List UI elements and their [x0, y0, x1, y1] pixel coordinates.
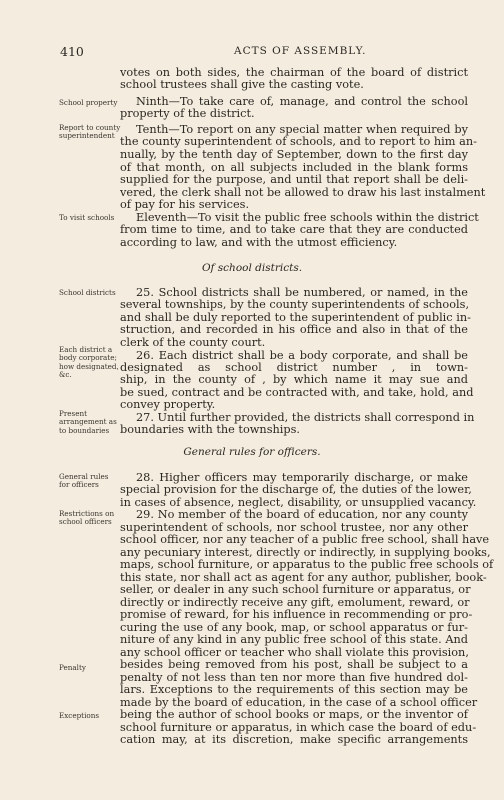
running-header	[0, 44, 504, 58]
text-line: Tenth—To report on any special matter when required by	[136, 123, 468, 136]
text-line: the county superintendent of schools, and to report to him an-	[120, 135, 477, 148]
text-line: boundaries with the townships.	[120, 423, 301, 436]
margin-note-restrictions: Restrictions on school officers	[59, 509, 115, 527]
text-line: being the author of school books or maps, or the inventor of	[120, 708, 468, 721]
text-line: seller, or dealer in any such school furniture or apparatus, or	[120, 583, 471, 596]
text-line: besides being removed from his post, shall be subject to a	[120, 658, 468, 671]
text-line: 29. No member of the board of education, nor any county	[136, 508, 468, 521]
margin-note-districts: School districts	[59, 288, 116, 297]
text-line: in cases of absence, neglect, disability, or unsupplied vacancy.	[120, 496, 477, 509]
text-line: nually, by the tenth day of September, down to the first day	[120, 148, 468, 161]
text-line: struction, and recorded in his office and also in that of the	[120, 323, 468, 336]
text-line: ship, in the county of , by which name it may sue and	[120, 373, 468, 386]
text-line: promise of reward, for his influence in recommending or pro-	[120, 608, 473, 621]
text-line: clerk of the county court.	[120, 336, 266, 349]
text-line: any pecuniary interest, directly or indirectly, in supplying books,	[120, 546, 491, 559]
running-title: ACTS OF ASSEMBLY.	[234, 45, 367, 57]
text-line: superintendent of schools, nor school trustee, nor any other	[120, 521, 468, 534]
text-line: property of the district.	[120, 107, 255, 120]
text-line: and shall be duly reported to the superintendent of public in-	[120, 311, 471, 324]
text-line: school trustees shall give the casting vote.	[120, 78, 364, 91]
text-line: Ninth—To take care of, manage, and control the school	[136, 95, 468, 108]
heading-school-districts: Of school districts.	[201, 262, 303, 274]
heading-general-rules: General rules for officers.	[183, 446, 321, 458]
text-line: penalty of not less than ten nor more than five hundred dol-	[120, 671, 468, 684]
text-line: 26. Each district shall be a body corporate, and shall be	[136, 349, 468, 362]
text-line: supplied for the purpose, and until that report shall be deli-	[120, 173, 468, 186]
text-line: curing the use of any book, map, or school apparatus or fur-	[120, 621, 468, 634]
text-line: Eleventh—To visit the public free schools within the district	[136, 211, 479, 224]
text-line: cation may, at its discretion, make specific arrangements	[120, 733, 468, 746]
text-line: any school officer or teacher who shall violate this provision,	[120, 646, 469, 659]
margin-note-corporate: Each district a body corporate; how designated, &c.	[59, 345, 119, 380]
text-line: according to law, and with the utmost efficiency.	[120, 236, 398, 249]
page-number: 410	[60, 44, 84, 59]
text-line: of that month, on all subjects included in the blank forms	[120, 161, 468, 174]
text-line: this state, nor shall act as agent for any author, publisher, book-	[120, 571, 487, 584]
text-line: directly or indirectly receive any gift, emolument, reward, or	[120, 596, 470, 609]
text-line: maps, school furniture, or apparatus to the public free schools of	[120, 558, 494, 571]
text-line: be sued, contract and be contracted with, and take, hold, and	[120, 386, 474, 399]
margin-note-school-property: School property	[59, 98, 118, 107]
text-line: lars. Exceptions to the requirements of this section may be	[120, 683, 468, 696]
text-line: 27. Until further provided, the districts shall correspond in	[136, 411, 475, 424]
text-line: several townships, by the county superintendents of schools,	[120, 298, 470, 311]
text-line: niture of any kind in any public free school of this state. And	[120, 633, 468, 646]
margin-note-report: Report to county superintendent	[59, 123, 121, 141]
text-line: designated as school district number , in town-	[120, 361, 468, 374]
margin-note-boundaries: Present arrangement as to boundaries	[59, 409, 117, 435]
margin-note-general: General rules for officers	[59, 472, 109, 490]
text-line: 25. School districts shall be numbered, or named, in the	[136, 286, 468, 299]
text-line: 28. Higher officers may temporarily discharge, or make	[136, 471, 468, 484]
text-line: convey property.	[120, 398, 216, 411]
text-line: of pay for his services.	[120, 198, 250, 211]
margin-note-penalty: Penalty	[59, 663, 86, 672]
text-line: vered, the clerk shall not be allowed to draw his last instalment	[120, 186, 486, 199]
margin-note-visit: To visit schools	[59, 213, 115, 222]
text-line: special provision for the discharge of, the duties of the lower,	[120, 483, 472, 496]
text-line: made by the board of education, in the case of a school officer	[120, 696, 478, 709]
text-line: school officer, nor any teacher of a public free school, shall have	[120, 533, 490, 546]
text-line: school furniture or apparatus, in which case the board of edu-	[120, 721, 477, 734]
text-line: from time to time, and to take care that they are conducted	[120, 223, 468, 236]
text-line: votes on both sides, the chairman of the board of district	[120, 66, 468, 79]
margin-note-exceptions: Exceptions	[59, 711, 100, 720]
